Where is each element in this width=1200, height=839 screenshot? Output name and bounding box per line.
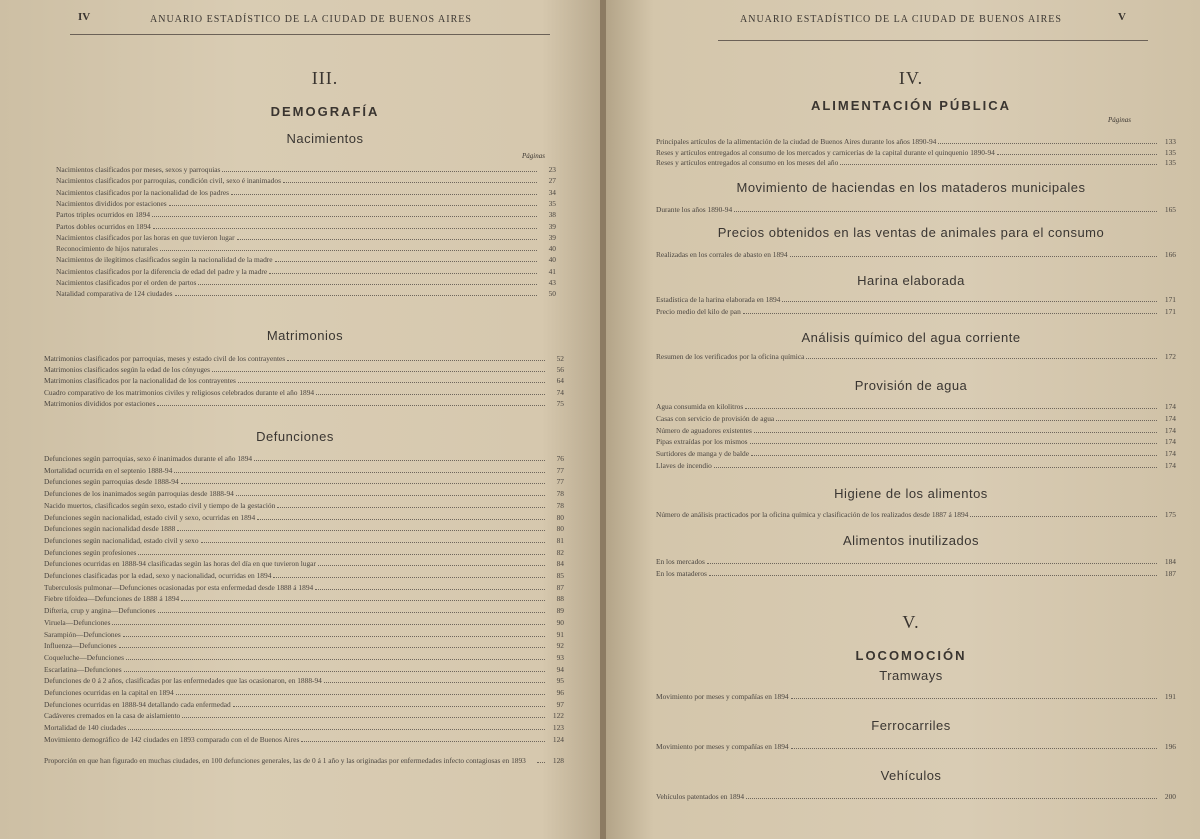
toc-page-number: 171 xyxy=(1164,306,1176,316)
toc-page-number: 174 xyxy=(1164,402,1176,411)
toc-entry-text: Reconocimiento de hijos naturales xyxy=(56,244,159,254)
dot-leader xyxy=(128,729,545,730)
part-numeral-v: V. xyxy=(902,612,920,632)
toc-entry-text: Escarlatina—Defunciones xyxy=(44,664,122,674)
toc-page-number: 175 xyxy=(1164,510,1176,519)
toc-entry-text: Movimiento por meses y compañías en 1894 xyxy=(656,692,789,701)
toc-entry-text: Estadística de la harina elaborada en 1894 xyxy=(656,295,781,304)
toc-entry-text: Defunciones según nacionalidad desde 1888 xyxy=(44,524,176,534)
toc-entry xyxy=(56,174,556,185)
toc-page-number: 77 xyxy=(556,477,564,487)
dot-leader xyxy=(750,443,1157,444)
toc-entry xyxy=(44,686,564,697)
dot-leader xyxy=(174,472,545,473)
toc-entry-text: Defunciones según nacionalidad, estado civil y sexo, ocurridas en 1894 xyxy=(44,512,256,522)
dot-leader xyxy=(176,694,545,695)
toc-entry xyxy=(44,452,564,463)
toc-entry xyxy=(44,374,564,385)
toc-entry xyxy=(44,745,564,765)
dot-leader xyxy=(743,313,1157,314)
toc-entry xyxy=(56,287,556,298)
toc-entry xyxy=(56,186,556,197)
toc-page-number: 174 xyxy=(1164,425,1176,435)
toc-page-number: 196 xyxy=(1164,742,1176,751)
toc-entry-text: Cuadro comparativo de los matrimonios civiles y religiosos celebrados durante el año 1894 xyxy=(44,387,315,397)
dot-leader xyxy=(746,798,1157,799)
dot-leader xyxy=(181,600,545,601)
toc-page-number: 75 xyxy=(556,398,564,408)
dot-leader xyxy=(275,261,537,262)
toc-entry-text: Defunciones ocurridas en 1888-94 detallando cada enfermedad xyxy=(44,699,231,709)
toc-page-number: 187 xyxy=(1164,568,1176,578)
toc-entry-text: Nacimientos clasificados por meses, sexos y parroquias xyxy=(56,165,221,174)
toc-entry-text: Número de aguadores existentes xyxy=(656,425,752,435)
right-page xyxy=(606,0,1200,839)
dot-leader xyxy=(840,164,1157,165)
dot-leader xyxy=(714,467,1157,468)
toc-entry xyxy=(56,242,556,253)
dot-leader xyxy=(782,301,1157,302)
toc-entry-text: En los mercados xyxy=(656,557,705,566)
toc-entry xyxy=(44,604,564,615)
toc-entry-text: Matrimonios divididos por estaciones xyxy=(44,398,156,408)
dot-leader xyxy=(152,216,537,217)
toc-entry-text: Coqueluche—Defunciones xyxy=(44,652,125,662)
toc-page-number: 77 xyxy=(556,465,564,475)
toc-entry-text: Matrimonios clasificados por parroquias, meses y estado civil de los contrayentes xyxy=(44,354,286,363)
section-title: Provisión de agua xyxy=(854,378,968,393)
dot-leader xyxy=(126,659,545,660)
dot-leader xyxy=(970,516,1157,517)
toc-entry xyxy=(656,350,1176,361)
toc-entry xyxy=(44,581,564,592)
toc-entry-text: Mortalidad ocurrida en el septenio 1888-94 xyxy=(44,465,173,475)
dot-leader xyxy=(237,239,537,240)
toc-entry-text: Tuberculosis pulmonar—Defunciones ocasionadas por esta enfermedad desde 1888 á 1894 xyxy=(44,582,314,592)
toc-entry-text: Reses y artículos entregados al consumo en los meses del año xyxy=(656,158,839,167)
toc-page-number: 123 xyxy=(552,723,564,733)
dot-leader xyxy=(233,706,545,707)
toc-page-number: 96 xyxy=(556,688,564,697)
toc-entry-text: Defunciones según nacionalidad, estado civil y sexo xyxy=(44,535,199,545)
dot-leader xyxy=(316,394,545,395)
toc-entry xyxy=(44,663,564,674)
toc-entry xyxy=(44,698,564,709)
toc-entry xyxy=(44,386,564,397)
toc-entry-text: Defunciones clasificadas por la edad, sexo y nacionalidad, ocurridas en 1894 xyxy=(44,571,272,580)
toc-entry xyxy=(656,203,1176,214)
right-running-head: ANUARIO ESTADÍSTICO DE LA CIUDAD DE BUENOS AIRES xyxy=(740,14,1062,25)
toc-entry xyxy=(44,733,564,744)
toc-entry-text: Surtidores de manga y de balde xyxy=(656,449,749,459)
toc-entry xyxy=(44,487,564,498)
dot-leader xyxy=(175,295,537,296)
toc-page-number: 87 xyxy=(556,582,564,592)
toc-entry-text: Defunciones de 0 á 2 años, clasificadas por las enfermedades que las ocasionaron, en 1888-94 xyxy=(44,676,322,686)
toc-entry xyxy=(44,464,564,475)
toc-page-number: 95 xyxy=(556,676,564,686)
toc-page-number: 80 xyxy=(556,524,564,534)
toc-entry-text: Durante los años 1890-94 xyxy=(656,205,733,214)
toc-entry xyxy=(656,567,1176,578)
dot-leader xyxy=(157,405,545,406)
toc-entry-text: Vehículos patentados en 1894 xyxy=(656,792,745,801)
toc-entry-text: Resumen de los verificados por la oficina química xyxy=(656,352,805,361)
toc-page-number: 50 xyxy=(548,289,556,299)
dot-leader xyxy=(938,143,1157,144)
toc-page-number: 85 xyxy=(556,571,564,580)
toc-page-number: 27 xyxy=(548,176,556,186)
toc-page-number: 165 xyxy=(1164,205,1176,214)
dot-leader xyxy=(201,542,545,543)
dot-leader xyxy=(707,563,1157,564)
dot-leader xyxy=(138,554,545,555)
dot-leader xyxy=(182,717,545,718)
toc-entry xyxy=(56,220,556,231)
toc-page-number: 38 xyxy=(548,210,556,220)
toc-entry xyxy=(656,156,1176,167)
dot-leader xyxy=(751,455,1157,456)
section-title: Harina elaborada xyxy=(857,273,965,288)
toc-page-number: 80 xyxy=(556,512,564,522)
toc-entry-text: Defunciones ocurridas en la capital en 1894 xyxy=(44,688,174,697)
toc-entry-text: Nacimientos clasificados por la diferencia de edad del padre y la madre xyxy=(56,266,268,276)
toc-entry-text: Nacido muertos, clasificados según sexo, estado civil y tiempo de la gestación xyxy=(44,500,276,510)
toc-entry-text: Nacimientos clasificados por el orden de partos xyxy=(56,278,197,287)
dot-leader xyxy=(254,460,545,461)
toc-entry-text: Precio medio del kilo de pan xyxy=(656,306,741,316)
toc-page-number: 78 xyxy=(556,489,564,499)
toc-page-number: 40 xyxy=(548,255,556,265)
toc-page-number: 78 xyxy=(556,500,564,510)
toc-entry xyxy=(44,628,564,639)
dot-leader xyxy=(324,682,545,683)
toc-entry xyxy=(56,231,556,242)
toc-page-number: 84 xyxy=(556,559,564,569)
toc-page-number: 74 xyxy=(556,387,564,397)
right-folio: V xyxy=(1118,11,1126,23)
toc-page-number: 171 xyxy=(1164,295,1176,304)
toc-page-number: 93 xyxy=(556,652,564,662)
toc-entry-text: Defunciones según parroquias, sexo é inanimados durante el año 1894 xyxy=(44,454,253,463)
toc-entry xyxy=(44,721,564,732)
toc-page-number: 91 xyxy=(556,629,564,639)
dot-leader xyxy=(315,589,545,590)
dot-leader xyxy=(709,575,1157,576)
toc-page-number: 56 xyxy=(556,365,564,375)
toc-entry xyxy=(56,265,556,276)
paginas-label: Páginas xyxy=(522,152,545,160)
toc-entry xyxy=(44,674,564,685)
toc-page-number: 122 xyxy=(552,711,564,721)
toc-entry xyxy=(656,740,1176,751)
dot-leader xyxy=(318,565,545,566)
dot-leader xyxy=(212,371,545,372)
toc-entry xyxy=(44,616,564,627)
toc-page-number: 34 xyxy=(548,187,556,197)
part-title: DEMOGRAFÍA xyxy=(270,104,380,119)
toc-page-number: 40 xyxy=(548,244,556,254)
dot-leader xyxy=(238,382,545,383)
dot-leader xyxy=(806,358,1157,359)
section-title: Movimiento de haciendas en los mataderos municipales xyxy=(736,180,1086,195)
dot-leader xyxy=(119,647,545,648)
dot-leader xyxy=(177,530,545,531)
section-title-nacimientos: Nacimientos xyxy=(286,131,364,146)
dot-leader xyxy=(734,211,1157,212)
toc-page-number: 64 xyxy=(556,376,564,386)
toc-entry-text: Partos dobles ocurridos en 1894 xyxy=(56,221,151,231)
toc-page-number: 82 xyxy=(556,547,564,557)
toc-entry xyxy=(44,511,564,522)
toc-page-number: 174 xyxy=(1164,437,1176,447)
dot-leader xyxy=(257,519,545,520)
toc-page-number: 90 xyxy=(556,617,564,627)
toc-entry-text: Principales artículos de la alimentación de la ciudad de Buenos Aires durante los años 1890-94 xyxy=(656,137,937,146)
toc-entry-text: Defunciones de los inanimados según parroquias desde 1888-94 xyxy=(44,489,234,499)
toc-page-number: 133 xyxy=(1164,137,1176,146)
dot-leader xyxy=(236,495,545,496)
dot-leader xyxy=(287,360,545,361)
toc-entry xyxy=(44,522,564,533)
toc-entry xyxy=(44,363,564,374)
right-header-rule xyxy=(718,40,1148,41)
toc-entry xyxy=(656,424,1176,435)
section-title: Precios obtenidos en las ventas de animales para el consumo xyxy=(717,225,1105,240)
dot-leader xyxy=(776,420,1157,421)
toc-entry-text: Nacimientos divididos por estaciones xyxy=(56,198,167,208)
dot-leader xyxy=(181,483,545,484)
toc-entry-text: Matrimonios clasificados según la edad de los cónyuges xyxy=(44,365,211,375)
toc-entry-text: Matrimonios clasificados por la nacionalidad de los contrayentes xyxy=(44,376,236,386)
toc-page-number: 43 xyxy=(548,278,556,287)
toc-page-number: 200 xyxy=(1164,792,1176,801)
toc-page-number: 88 xyxy=(556,594,564,604)
toc-page-number: 39 xyxy=(548,232,556,242)
toc-page-number: 174 xyxy=(1164,449,1176,459)
dot-leader xyxy=(791,748,1157,749)
toc-entry xyxy=(44,475,564,486)
part-title-locomocion: LOCOMOCIÓN xyxy=(855,648,967,663)
toc-page-number: 172 xyxy=(1164,352,1176,361)
section-title-matrimonios: Matrimonios xyxy=(266,328,344,343)
dot-leader xyxy=(754,432,1157,433)
toc-entry-text: Reses y artículos entregados al consumo de los mercados y carnicerías de la capital durante el quinquenio 1890-94 xyxy=(656,147,995,157)
toc-entry xyxy=(44,397,564,408)
toc-entry-text: Defunciones ocurridas en 1888-94 clasificadas según las horas del día en que tuvieron lugar xyxy=(44,559,316,569)
toc-entry-text: Movimiento demográfico de 142 ciudades en 1893 comparado con el de Buenos Aires xyxy=(44,734,300,744)
toc-entry-text: Nacimientos clasificados por las horas en que tuvieron lugar xyxy=(56,232,235,242)
dot-leader xyxy=(153,228,537,229)
toc-entry-text: Defunciones según profesiones xyxy=(44,547,137,557)
toc-page-number: 135 xyxy=(1164,158,1176,167)
toc-entry-text: Agua consumida en kilolitros xyxy=(656,402,744,411)
section-title: Tramways xyxy=(879,668,943,683)
toc-page-number: 135 xyxy=(1164,147,1176,157)
toc-entry xyxy=(656,293,1176,304)
toc-entry-text: Partos triples ocurridos en 1894 xyxy=(56,210,151,220)
dot-leader xyxy=(791,698,1157,699)
toc-page-number: 81 xyxy=(556,535,564,545)
dot-leader xyxy=(301,741,545,742)
section-title: Vehículos xyxy=(880,768,942,783)
toc-entry xyxy=(56,208,556,219)
toc-entry-text: Mortalidad de 140 ciudades xyxy=(44,723,127,733)
toc-entry-text: Viruela—Defunciones xyxy=(44,617,111,627)
toc-entry-text: Nacimientos de ilegítimos clasificados según la nacionalidad de la madre xyxy=(56,255,273,265)
dot-leader xyxy=(158,612,545,613)
dot-leader xyxy=(222,171,537,172)
toc-entry-text: Nacimientos clasificados por la nacionalidad de los padres xyxy=(56,187,230,197)
dot-leader xyxy=(231,194,537,195)
paginas-label-right: Páginas xyxy=(1108,116,1131,124)
section-title: Higiene de los alimentos xyxy=(834,486,988,501)
toc-page-number: 35 xyxy=(548,198,556,208)
toc-entry-text: Proporción en que han figurado en muchas ciudades, en 100 defunciones generales, las de 0 á 1 año y las originadas por enfermedades infecto contagiosas en 1893 xyxy=(44,755,526,765)
toc-page-number: 124 xyxy=(552,734,564,744)
toc-entry xyxy=(656,435,1176,446)
toc-entry-text: Sarampión—Defunciones xyxy=(44,629,121,639)
dot-leader xyxy=(123,636,545,637)
toc-entry xyxy=(44,557,564,568)
toc-page-number: 52 xyxy=(556,354,564,363)
toc-page-number: 39 xyxy=(548,221,556,231)
toc-entry xyxy=(656,459,1176,470)
toc-entry xyxy=(56,163,556,174)
left-running-head: ANUARIO ESTADÍSTICO DE LA CIUDAD DE BUENOS AIRES xyxy=(150,14,472,25)
toc-entry xyxy=(44,569,564,580)
toc-entry-text: Fiebre tifoidea—Defunciones de 1888 á 1894 xyxy=(44,594,180,604)
dot-leader xyxy=(124,671,545,672)
section-title: Análisis químico del agua corriente xyxy=(801,330,1021,345)
toc-entry-text: Número de análisis practicados por la oficina química y clasificación de los realizados desde 1887 á 1894 xyxy=(656,510,969,519)
toc-page-number: 97 xyxy=(556,699,564,709)
dot-leader xyxy=(283,182,537,183)
toc-entry-text: Defunciones según parroquias desde 1888-94 xyxy=(44,477,179,487)
toc-page-number: 41 xyxy=(548,266,556,276)
toc-entry-text: Natalidad comparativa de 124 ciudades xyxy=(56,289,173,299)
toc-entry-text: Pipas extraídas por los mismos xyxy=(656,437,748,447)
dot-leader xyxy=(273,577,545,578)
dot-leader xyxy=(198,284,537,285)
part-title-alimentacion: ALIMENTACIÓN PÚBLICA xyxy=(810,98,1012,113)
toc-entry xyxy=(44,546,564,557)
toc-entry xyxy=(656,555,1176,566)
dot-leader xyxy=(277,507,545,508)
toc-page-number: 94 xyxy=(556,664,564,674)
toc-page-number: 89 xyxy=(556,606,564,616)
toc-page-number: 174 xyxy=(1164,461,1176,470)
toc-entry xyxy=(56,197,556,208)
toc-page-number: 191 xyxy=(1164,692,1176,701)
dot-leader xyxy=(160,250,537,251)
toc-entry xyxy=(656,146,1176,157)
toc-page-number: 76 xyxy=(556,454,564,463)
toc-page-number: 166 xyxy=(1164,250,1176,259)
dot-leader xyxy=(745,408,1157,409)
toc-entry xyxy=(56,253,556,264)
toc-page-number: 184 xyxy=(1164,557,1176,566)
toc-entry-text: Movimiento por meses y compañías en 1894 xyxy=(656,742,789,751)
toc-entry xyxy=(656,447,1176,458)
toc-entry xyxy=(656,508,1176,519)
part-numeral: III. xyxy=(311,68,339,88)
toc-entry-text: En los mataderos xyxy=(656,568,707,578)
part-numeral-iv: IV. xyxy=(898,68,924,88)
toc-entry xyxy=(656,412,1176,423)
left-folio: IV xyxy=(78,11,91,23)
dot-leader xyxy=(112,624,545,625)
toc-entry xyxy=(656,305,1176,316)
left-header-rule xyxy=(70,34,550,35)
toc-entry-text: Realizadas en los corrales de abasto en 1894 xyxy=(656,250,788,259)
dot-leader xyxy=(537,762,545,763)
toc-entry-text: Cadáveres cremados en la casa de aislamiento xyxy=(44,711,181,721)
toc-entry xyxy=(656,690,1176,701)
section-title: Alimentos inutilizados xyxy=(842,533,979,548)
toc-entry xyxy=(656,400,1176,411)
toc-entry-text: Llaves de incendio xyxy=(656,461,712,470)
dot-leader xyxy=(997,154,1157,155)
dot-leader xyxy=(790,256,1157,257)
section-title-defunciones: Defunciones xyxy=(256,429,334,444)
toc-entry xyxy=(656,790,1176,801)
toc-entry xyxy=(44,639,564,650)
toc-entry xyxy=(56,276,556,287)
toc-entry-text: Nacimientos clasificados por parroquias, condición civil, sexo é inanimados xyxy=(56,176,281,186)
toc-page-number: 23 xyxy=(548,165,556,174)
toc-entry-text: Difteria, crup y angina—Defunciones xyxy=(44,606,156,616)
section-title: Ferrocarriles xyxy=(871,718,951,733)
toc-entry-text: Influenza—Defunciones xyxy=(44,641,117,651)
toc-entry xyxy=(44,499,564,510)
toc-entry xyxy=(44,709,564,720)
dot-leader xyxy=(169,205,537,206)
toc-entry-text: Casas con servicio de provisión de agua xyxy=(656,413,775,423)
toc-entry xyxy=(44,534,564,545)
toc-page-number: 128 xyxy=(552,755,564,765)
dot-leader xyxy=(269,273,537,274)
toc-entry xyxy=(44,352,564,363)
toc-entry xyxy=(44,651,564,662)
toc-entry xyxy=(44,592,564,603)
toc-entry xyxy=(656,135,1176,146)
toc-page-number: 174 xyxy=(1164,413,1176,423)
toc-page-number: 92 xyxy=(556,641,564,651)
toc-entry xyxy=(656,248,1176,259)
